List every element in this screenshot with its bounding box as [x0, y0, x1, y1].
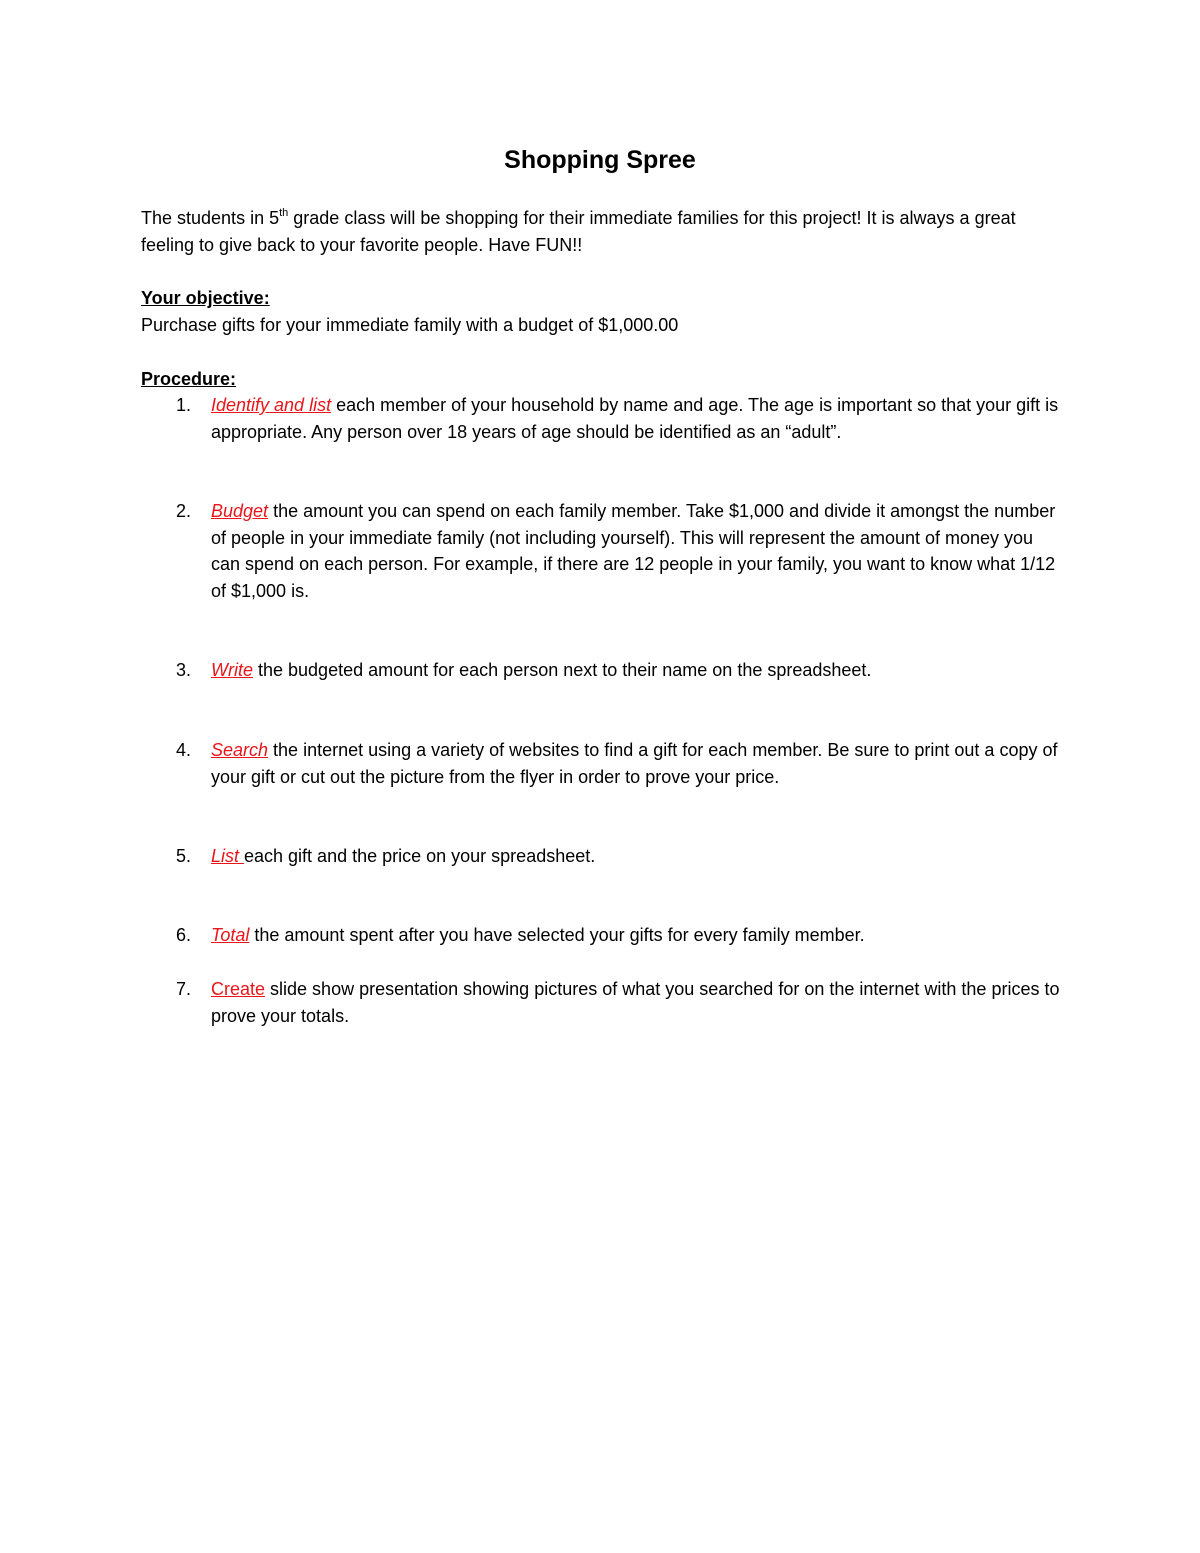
procedure-step-5 — [141, 843, 1061, 870]
step-number: 7. — [176, 979, 192, 999]
page-title: Shopping Spree — [504, 146, 696, 174]
step-number: 6. — [176, 925, 192, 945]
step-keyword: Create — [211, 979, 266, 999]
procedure-step-2 — [141, 498, 1061, 604]
step-text: the internet using a variety of websites to find a gift for each member. Be sure to print out a copy of your gift or cut out the picture from the flyer in order to prove your price. — [211, 740, 1058, 787]
step-text: the budgeted amount for each person next to their name on the spreadsheet. — [253, 660, 872, 680]
procedure-step-7 — [141, 976, 1061, 1029]
step-text: each gift and the price on your spreadsheet. — [244, 846, 596, 866]
procedure-step-3 — [141, 657, 1061, 684]
objective-heading: Your objective: — [141, 288, 270, 308]
procedure-step-6 — [141, 922, 1061, 949]
objective-text: Purchase gifts for your immediate family with a budget of $1,000.00 — [141, 315, 679, 335]
intro-text-start: The students in 5 — [141, 208, 280, 228]
step-text: the amount you can spend on each family member. Take $1,000 and divide it amongst the number of people in your immediate family (not including yourself). This will represent the amount of money you can spend on each person. For example, if there are 12 people in your family, you want to know what 1/12 of $1,000 is. — [211, 501, 1056, 601]
intro-superscript: th — [279, 207, 289, 219]
step-number: 4. — [176, 740, 192, 760]
intro-paragraph — [141, 205, 1061, 259]
intro-text-end: grade class will be shopping for their immediate families for this project! It is always a great feeling to give back to your favorite people. Have FUN!! — [141, 208, 1016, 255]
step-keyword: Budget — [211, 501, 269, 521]
step-number: 1. — [176, 395, 192, 415]
step-keyword: Write — [211, 660, 253, 680]
step-text: each member of your household by name and age. The age is important so that your gift is appropriate. Any person over 18 years of age should be identified as an “adult”. — [211, 395, 1059, 442]
step-keyword: Identify and list — [211, 395, 332, 415]
step-keyword: List — [211, 846, 245, 866]
step-text: slide show presentation showing pictures of what you searched for on the internet with the prices to prove your totals. — [211, 979, 1060, 1026]
step-keyword: Total — [211, 925, 250, 945]
step-number: 5. — [176, 846, 192, 866]
procedure-step-4 — [141, 737, 1061, 790]
step-number: 3. — [176, 660, 192, 680]
step-number: 2. — [176, 501, 192, 521]
step-keyword: Search — [211, 740, 269, 760]
step-text: the amount spent after you have selected your gifts for every family member. — [249, 925, 865, 945]
procedure-heading: Procedure: — [141, 369, 237, 389]
procedure-step-1 — [141, 392, 1061, 445]
